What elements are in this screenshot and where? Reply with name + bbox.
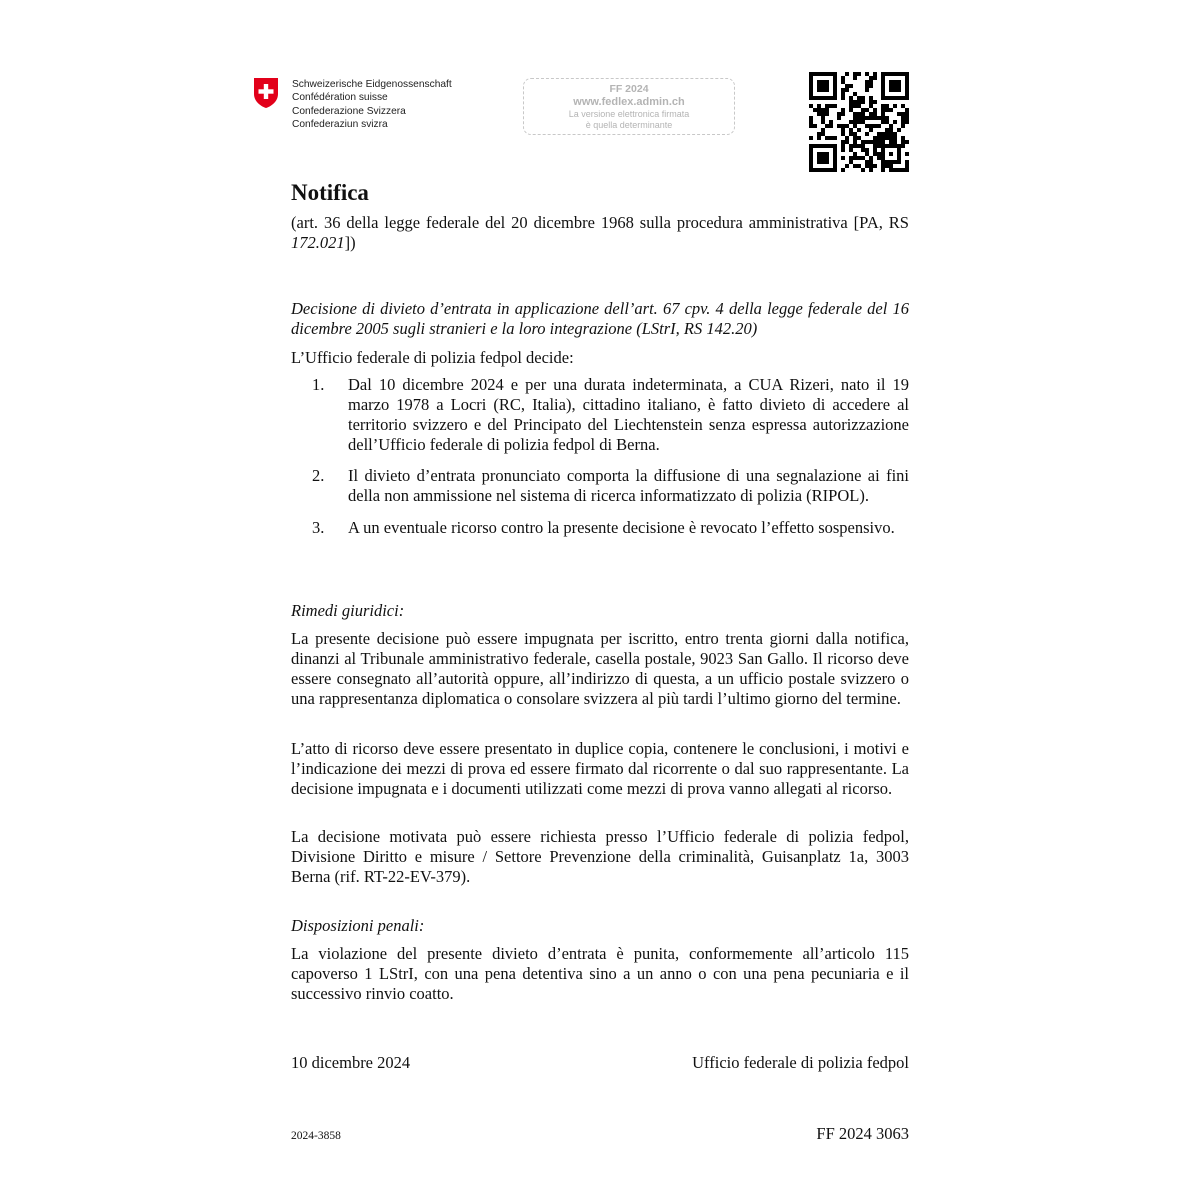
confederation-name-de: Schweizerische Eidgenossenschaft: [292, 79, 452, 90]
list-item-number: 3.: [312, 518, 325, 537]
remedies-paragraph-3: La decisione motivata può essere richiesta presso l’Ufficio federale di polizia fedpol, Divisione Diritto e misure / Settore Prevenzione della criminalità, Guisanplatz 1a, 3003 Berna (rif. RT-22-EV-379).: [291, 827, 909, 886]
document-id: 2024-3858: [291, 1130, 341, 1142]
qr-code-icon: [809, 72, 909, 172]
remedies-paragraph-1: La presente decisione può essere impugnata per iscritto, entro trenta giorni dalla notifica, dinanzi al Tribunale amministrativo federale, casella postale, 9023 San Gallo. Il ricorso deve essere consegnato all’autorità oppure, all’indirizzo di questa, a un ufficio postale svizzero o una rappresentanza diplomatica o consolare svizzera al più tardi l’ultimo giorno del termine.: [291, 629, 909, 708]
decision-intro: L’Ufficio federale di polizia fedpol decide:: [291, 348, 574, 367]
legal-basis-ref: 172.021: [291, 233, 345, 252]
fedlex-stamp: [523, 78, 735, 135]
list-item: [291, 375, 909, 455]
stamp-note-line2: è quella determinante: [585, 120, 673, 130]
document-date: 10 dicembre 2024: [291, 1053, 411, 1072]
stamp-ff-year: FF 2024: [609, 83, 649, 95]
list-item-text: Dal 10 dicembre 2024 e per una durata indeterminata, a CUA Rizeri, nato il 19 marzo 1978 a Locri (RC, Italia), cittadino italiano, è fatto divieto di accedere al territorio svizzero e del Principato del Liechtenstein senza espressa autorizzazione dell’Ufficio federale di polizia fedpol di Berna.: [348, 375, 909, 454]
list-item-text: A un eventuale ricorso contro la presente decisione è revocato l’effetto sospensivo.: [348, 518, 895, 537]
ff-reference: FF 2024 3063: [816, 1124, 909, 1143]
confederation-name-fr: Confédération suisse: [292, 92, 388, 104]
legal-basis-close: ]): [344, 233, 356, 252]
signatory: Ufficio federale di polizia fedpol: [692, 1053, 909, 1072]
legal-basis-text: (art. 36 della legge federale del 20 dicembre 1968 sulla procedura amministrativa [PA, RS: [291, 213, 909, 232]
list-item-text: Il divieto d’entrata pronunciato comporta la diffusione di una segnalazione ai fini della non ammissione nel sistema di ricerca informatizzato di polizia (RIPOL).: [348, 466, 909, 505]
confederation-name-rm: Confederaziun svizra: [292, 118, 388, 130]
list-item-number: 2.: [312, 466, 325, 485]
remedies-heading: Rimedi giuridici:: [291, 601, 405, 620]
confederation-names: [292, 78, 452, 131]
stamp-url: www.fedlex.admin.ch: [573, 96, 685, 108]
stamp-note-line1: La versione elettronica firmata: [568, 109, 690, 119]
remedies-paragraph-2: L’atto di ricorso deve essere presentato in duplice copia, contenere le conclusioni, i motivi e l’indicazione dei mezzi di prova ed essere firmato dal ricorrente o dal suo rappresentante. La decisione impugnata e i documenti utilizzati come mezzi di prova vanno allegati al ricorso.: [291, 739, 909, 798]
list-item-number: 1.: [312, 375, 325, 394]
legal-basis: [291, 213, 909, 253]
list-item: [291, 466, 909, 506]
confederation-name-it: Confederazione Svizzera: [292, 105, 406, 117]
decision-items: [291, 375, 909, 548]
penal-heading: Disposizioni penali:: [291, 916, 425, 935]
swiss-coat-of-arms-icon: [253, 77, 279, 109]
decision-heading: Decisione di divieto d’entrata in applicazione dell’art. 67 cpv. 4 della legge federale del 16 dicembre 2005 sugli stranieri e la loro integrazione (LStrI, RS 142.20): [291, 299, 909, 338]
list-item: [291, 518, 909, 538]
page-title: Notifica: [291, 180, 369, 205]
penal-paragraph: La violazione del presente divieto d’entrata è punita, conformemente all’articolo 115 capoverso 1 LStrI, con una pena detentiva sino a un anno o con una pena pecuniaria e il successivo rinvio coatto.: [291, 944, 909, 1003]
